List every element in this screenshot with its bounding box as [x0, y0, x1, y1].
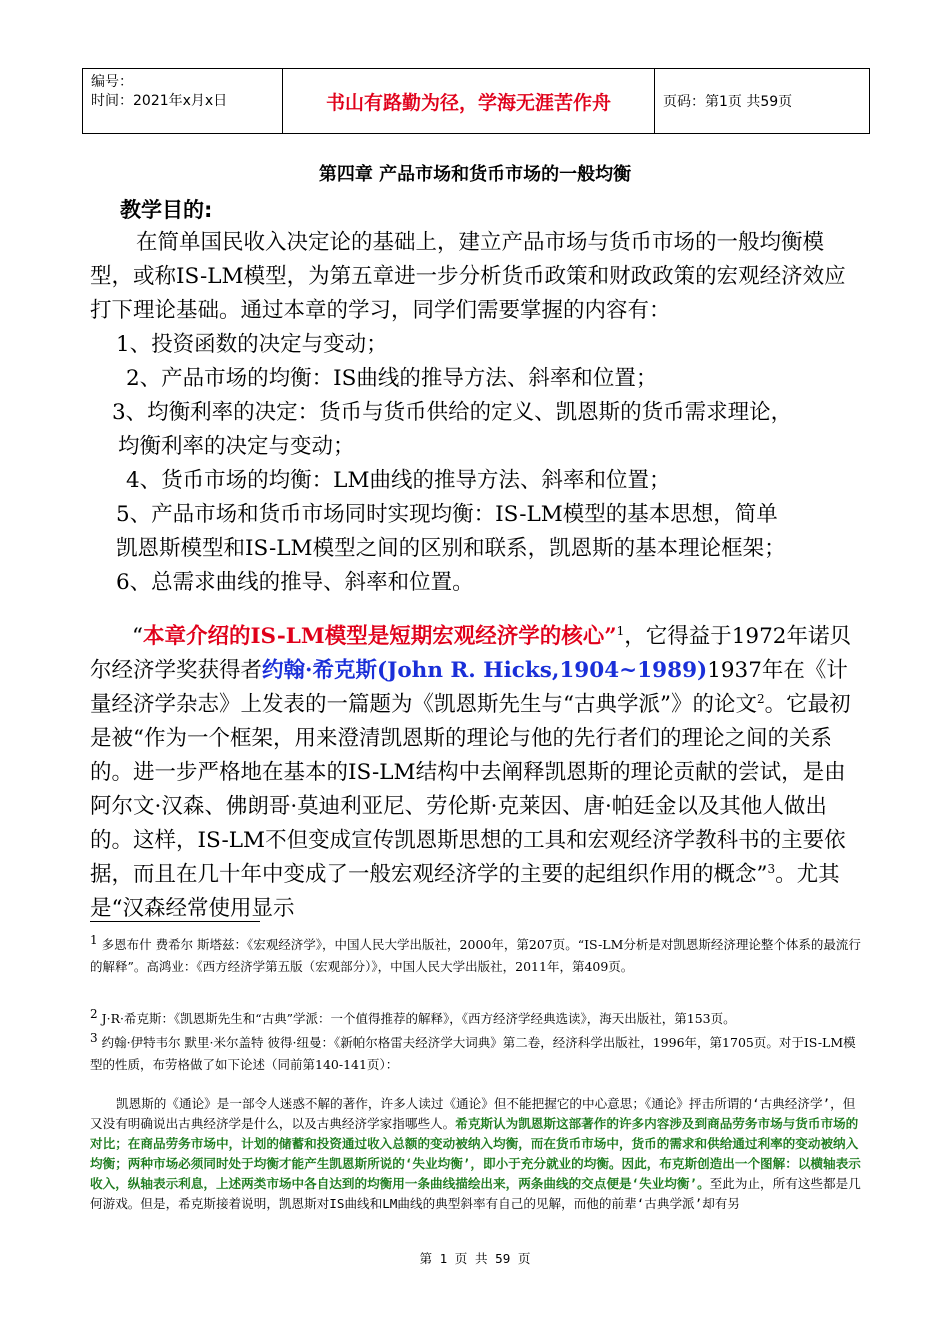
quote-highlight: 希克斯认为凯恩斯这部著作的许多内容涉及到商品劳务市场与货币市场的对比；在商品劳务市场中，计划的储蓄和投资通过收入总额的变动被纳入均衡，而在货币市场中，货币的需求和供给通过利率的变动被纳入均衡；两种市场必须同时处于均衡才能产生凯恩斯所说的‘失业均衡’，即小于充分就业的均衡。因此，布克斯创造出一个图解：以横轴表示收入，纵轴表示利息，上述两类市场中各自达到的均衡用一条曲线描绘出来，两条曲线的交点便是‘失业均衡’。	[90, 1116, 861, 1191]
list-item: 3、均衡利率的决定：货币与货币供给的定义、凯恩斯的货币需求理论，	[112, 400, 793, 425]
footnote-1	[90, 934, 862, 978]
body-text: 1937年在《计量经济学杂志》上发表的一篇题为《凯恩斯先生与“古典学派”》的论文	[90, 658, 848, 717]
footnote-2	[90, 1008, 862, 1030]
footnote-3	[90, 1032, 862, 1076]
body-text: 。尤其是“汉森经常使用显示	[90, 862, 840, 921]
footnote-text: 约翰·伊特韦尔 默里·米尔盖特 彼得·纽曼：《新帕尔格雷夫经济学大词典》第二卷，经济科学出版社，1996年，第1705页。对于IS-LM模型的性质，布劳格做了如下论述（同前第140-141页）：	[90, 1035, 856, 1072]
list-item: 凯恩斯模型和IS-LM模型之间的区别和联系，凯恩斯的基本理论框架；	[116, 536, 786, 561]
footnote-number: 2	[90, 1006, 98, 1021]
footnote-text: 多恩布什 费希尔 斯塔兹：《宏观经济学》，中国人民大学出版社，2000年，第207页。“IS-LM分析是对凯恩斯经济理论整个体系的最流行的解释”。高鸿业：《西方经济学第五版（宏观部分）》，中国人民大学出版社，2011年，第409页。	[90, 937, 861, 974]
hicks-name: 约翰·希克斯(John R. Hicks,1904~1989)	[262, 658, 708, 683]
footnote-separator	[90, 921, 260, 922]
highlight-quote: 本章介绍的IS-LM模型是短期宏观经济学的核心”	[143, 624, 617, 649]
open-quote: “	[132, 624, 143, 649]
header-number: 编号：	[91, 74, 133, 90]
header-page-info: 页码：第1页 共59页	[663, 94, 793, 110]
header-time: 时间：2021年x月x日	[91, 93, 228, 109]
footnote-ref-2[interactable]: 2	[757, 691, 765, 706]
footnote-number: 3	[90, 1030, 98, 1045]
body-text: 。它最初是被“作为一个框架，用来澄清凯恩斯的理论与他的先行者们的理论之间的关系的。进一步严格地在基本的IS-LM结构中去阐释凯恩斯的理论贡献的尝试，是由阿尔文·汉森、佛朗哥·莫迪利亚尼、劳伦斯·克莱因、唐·帕廷金以及其他人做出的。这样，IS-LM不但变成宣传凯恩斯思想的工具和宏观经济学教科书的主要依据，而且在几十年中变成了一般宏观经济学的主要的起组织作用的概念”	[90, 692, 851, 887]
list-item: 5、产品市场和货币市场同时实现均衡：IS-LM模型的基本思想，简单	[116, 502, 778, 527]
body-text: ，它得益于1972年诺贝尔经济学奖获得者	[90, 624, 851, 683]
footnote-ref-1[interactable]: 1	[616, 623, 625, 638]
header-motto: 书山有路勤为径，学海无涯苦作舟	[283, 69, 655, 133]
list-item: 2、产品市场的均衡：IS曲线的推导方法、斜率和位置；	[126, 366, 658, 391]
footnote-text: J·R·希克斯：《凯恩斯先生和“古典”学派：一个值得推荐的解释》，《西方经济学经典选读》，海天出版社，第153页。	[97, 1011, 736, 1026]
list-item: 4、货币市场的均衡：LM曲线的推导方法、斜率和位置；	[126, 468, 671, 493]
list-item: 均衡利率的决定与变动；	[118, 434, 355, 459]
footnote-number: 1	[90, 932, 98, 947]
header-meta	[83, 69, 283, 133]
quote-text: 至此为止，所有这些都是几何游戏。但是，希克斯接着说明，凯恩斯对IS曲线和LM曲线的典型斜率有自己的见解，而他的前辈‘古典学派’却有另	[90, 1176, 861, 1211]
objective-heading: 教学目的:	[120, 198, 213, 222]
list-item: 1、投资函数的决定与变动；	[116, 332, 388, 357]
quote-text: 凯恩斯的《通论》是一部令人迷惑不解的著作，许多人读过《通论》但不能把握它的中心意思；《通论》抨击所谓的‘古典经济学’，但又没有明确说出古典经济学是什么，以及古典经济学家指哪些人。	[90, 1096, 856, 1131]
list-item: 6、总需求曲线的推导、斜率和位置。	[116, 570, 474, 595]
footnote-ref-3[interactable]: 3	[767, 861, 776, 876]
page-number: 第 1 页 共 59 页	[419, 1251, 531, 1266]
chapter-title: 第四章 产品市场和货币市场的一般均衡	[318, 164, 632, 185]
intro-paragraph: 在简单国民收入决定论的基础上，建立产品市场与货币市场的一般均衡模型，或称IS-LM模型，为第五章进一步分析货币政策和财政政策的宏观经济效应打下理论基础。通过本章的学习，同学们需要掌握的内容有：	[90, 230, 846, 323]
blaug-quote	[90, 1094, 862, 1214]
body-paragraph	[90, 620, 862, 926]
page-header	[82, 68, 870, 134]
